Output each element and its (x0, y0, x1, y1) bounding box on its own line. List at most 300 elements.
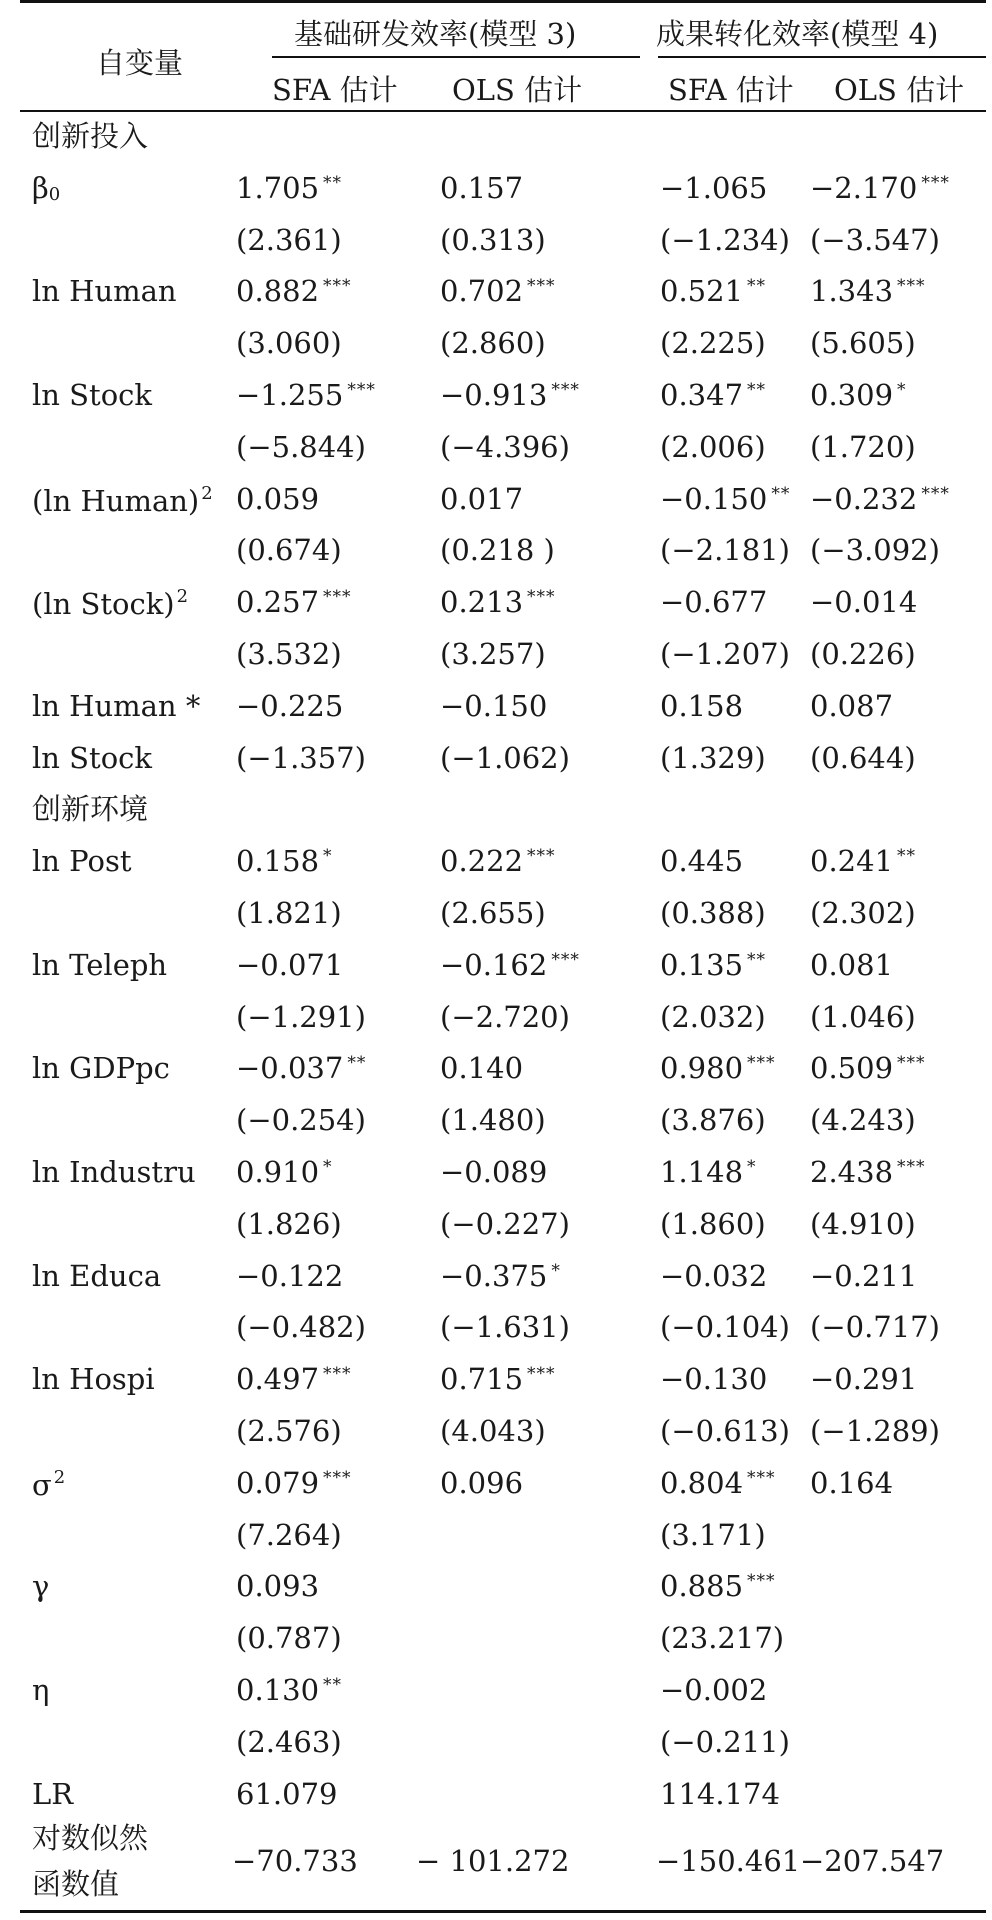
cell-value: (2.463) (236, 1725, 342, 1759)
value-ols-model3 (440, 1414, 550, 1448)
cell-value: (−1.207) (660, 637, 790, 671)
cell-value: −0.032 (660, 1259, 768, 1293)
significance-stars: *** (323, 1468, 352, 1488)
value-ols-model3 (440, 948, 580, 982)
cell-value: −0.002 (660, 1673, 768, 1707)
cell-value: (0.644) (810, 741, 916, 775)
table-row-log-likelihood (0, 1821, 992, 1904)
cell-value: (−0.482) (236, 1310, 366, 1344)
row-label (32, 1051, 170, 1085)
value-ols-model4 (810, 1572, 814, 1601)
cell-value: (2.655) (440, 896, 546, 930)
value-sfa-model4 (660, 482, 791, 516)
value-sfa-model4 (660, 1000, 770, 1034)
value-ols-model4 (810, 1676, 814, 1705)
cell-value: (3.257) (440, 637, 546, 671)
value-ols-model4 (810, 1362, 921, 1396)
value-ols-model3 (440, 378, 580, 412)
cell-value: (−3.092) (810, 533, 940, 567)
significance-stars: *** (551, 380, 580, 400)
value-ols-model4 (810, 585, 921, 619)
cell-value: −0.225 (236, 689, 344, 723)
row-label-superscript: 2 (53, 1467, 66, 1488)
value-sfa-model3 (236, 1103, 370, 1137)
row-label (32, 1362, 155, 1396)
value-sfa-model3: −70.733 (232, 1844, 358, 1878)
value-sfa-model4 (660, 1103, 770, 1137)
significance-stars: *** (747, 1053, 776, 1073)
header-sfa-model4: SFA 估计 (668, 73, 794, 107)
value-ols-model3 (440, 274, 556, 308)
cell-value: −0.150 (660, 482, 768, 516)
cell-value: (−0.717) (810, 1310, 940, 1344)
cell-value: 0.347 (660, 378, 744, 412)
cell-value: −0.375 (440, 1259, 548, 1293)
significance-stars: *** (527, 846, 556, 866)
cell-value: −0.122 (236, 1259, 344, 1293)
value-sfa-model4 (660, 274, 767, 308)
value-sfa-model4 (660, 1155, 757, 1189)
value-ols-model3 (440, 1780, 444, 1809)
cell-value: 0.059 (236, 482, 320, 516)
value-sfa-model3 (236, 896, 346, 930)
value-ols-model4 (810, 1207, 920, 1241)
value-sfa-model4 (660, 1777, 784, 1811)
significance-stars: *** (323, 587, 352, 607)
cell-value: 0.715 (440, 1362, 524, 1396)
value-ols-model4 (810, 430, 920, 464)
cell-value: (−2.720) (440, 1000, 570, 1034)
cell-value: 0.980 (660, 1051, 744, 1085)
cell-value: −0.071 (236, 948, 344, 982)
row-label-subscript: 0 (48, 184, 61, 205)
value-sfa-model3 (236, 1051, 367, 1085)
row-label-text: 创新环境 (32, 792, 149, 826)
cell-value: (1.860) (660, 1207, 766, 1241)
value-ols-model4 (810, 1000, 920, 1034)
value-ols-model3 (440, 1155, 551, 1189)
cell-value: (2.302) (810, 896, 916, 930)
cell-value: (1.826) (236, 1207, 342, 1241)
cell-value: (1.720) (810, 430, 916, 464)
value-sfa-model4 (660, 1569, 776, 1603)
cell-value: −1.255 (236, 378, 344, 412)
significance-stars: * (323, 846, 333, 866)
cell-value: (1.329) (660, 741, 766, 775)
value-sfa-model3 (236, 430, 370, 464)
cell-value: 61.079 (236, 1777, 338, 1811)
value-sfa-model4 (660, 637, 794, 671)
header-ols-model3: OLS 估计 (452, 73, 583, 107)
cell-value: (0.313) (440, 223, 546, 257)
group1-underline (272, 56, 640, 58)
significance-stars: *** (897, 1157, 926, 1177)
value-ols-model4 (810, 378, 907, 412)
value-ols-model3 (440, 1521, 444, 1550)
value-sfa-model3 (236, 533, 346, 567)
value-sfa-model3 (236, 1569, 323, 1603)
cell-value: 0.164 (810, 1466, 894, 1500)
value-ols-model3 (440, 1572, 444, 1601)
value-sfa-model3 (236, 1310, 370, 1344)
cell-value: 0.157 (440, 171, 524, 205)
row-label-text: γ (32, 1569, 50, 1603)
cell-value: −0.014 (810, 585, 918, 619)
cell-value: (0.674) (236, 533, 342, 567)
cell-value: 0.213 (440, 585, 524, 619)
cell-value: −0.677 (660, 585, 768, 619)
cell-value: (4.910) (810, 1207, 916, 1241)
cell-value: (−2.181) (660, 533, 790, 567)
significance-stars: ** (771, 484, 791, 504)
row-label (32, 1673, 50, 1707)
value-ols-model3 (440, 896, 550, 930)
value-sfa-model4 (660, 378, 767, 412)
value-ols-model3 (440, 1207, 574, 1241)
value-sfa-model3 (236, 1777, 341, 1811)
value-ols-model3 (440, 171, 527, 205)
cell-value: −0.130 (660, 1362, 768, 1396)
value-ols-model4 (810, 326, 920, 360)
value-ols-model4 (810, 1155, 926, 1189)
value-ols-model4 (810, 844, 917, 878)
value-sfa-model3 (236, 223, 346, 257)
significance-stars: * (551, 1261, 561, 1281)
significance-stars: ** (897, 846, 917, 866)
value-sfa-model4 (660, 1673, 771, 1707)
row-label (32, 485, 213, 516)
row-label-text: ln GDPpc (32, 1051, 170, 1085)
value-ols-model4 (810, 896, 920, 930)
significance-stars: *** (323, 1364, 352, 1384)
value-ols-model3 (440, 1624, 444, 1653)
row-label (32, 1469, 65, 1500)
value-ols-model4 (810, 689, 897, 723)
value-sfa-model4 (660, 223, 794, 257)
value-sfa-model4: −150.461 (656, 1844, 801, 1878)
cell-value: (−3.547) (810, 223, 940, 257)
cell-value: (−1.631) (440, 1310, 570, 1344)
cell-value: (2.006) (660, 430, 766, 464)
value-sfa-model3 (236, 482, 323, 516)
cell-value: 0.497 (236, 1362, 320, 1396)
row-label-text: ln Stock (32, 378, 152, 412)
value-ols-model4 (810, 1259, 921, 1293)
row-label (32, 741, 152, 775)
value-ols-model3 (440, 1466, 527, 1500)
cell-value: −0.232 (810, 482, 918, 516)
cell-value: −0.037 (236, 1051, 344, 1085)
cell-value: 0.087 (810, 689, 894, 723)
cell-value: 0.309 (810, 378, 894, 412)
value-sfa-model4 (660, 689, 747, 723)
value-ols-model4 (810, 533, 944, 567)
value-sfa-model4 (660, 326, 770, 360)
cell-value: 0.158 (660, 689, 744, 723)
cell-value: (−1.289) (810, 1414, 940, 1448)
significance-stars: ** (323, 173, 343, 193)
value-sfa-model4 (660, 1259, 771, 1293)
value-sfa-model3 (236, 1673, 343, 1707)
significance-stars: * (323, 1157, 333, 1177)
value-sfa-model4 (660, 844, 747, 878)
row-label-text: ln Educa (32, 1259, 162, 1293)
cell-value: 0.882 (236, 274, 320, 308)
cell-value: (1.480) (440, 1103, 546, 1137)
row-label-text: ln Teleph (32, 948, 168, 982)
cell-value: (2.576) (236, 1414, 342, 1448)
value-sfa-model4 (660, 533, 794, 567)
row-label (32, 1569, 50, 1603)
cell-value: (−1.062) (440, 741, 570, 775)
cell-value: (4.243) (810, 1103, 916, 1137)
cell-value: 0.140 (440, 1051, 524, 1085)
significance-stars: *** (323, 276, 352, 296)
header-bottom-rule (20, 110, 986, 112)
value-ols-model4 (810, 1521, 814, 1550)
cell-value: 1.148 (660, 1155, 744, 1189)
cell-value: 0.093 (236, 1569, 320, 1603)
cell-value: (2.225) (660, 326, 766, 360)
value-sfa-model4 (660, 171, 771, 205)
cell-value: (5.605) (810, 326, 916, 360)
row-label-text: 创新投入 (32, 119, 149, 153)
significance-stars: *** (921, 173, 950, 193)
cell-value: 0.158 (236, 844, 320, 878)
significance-stars: ** (747, 380, 767, 400)
value-sfa-model4 (660, 585, 771, 619)
cell-value: (1.046) (810, 1000, 916, 1034)
significance-stars: * (897, 380, 907, 400)
value-sfa-model3 (236, 689, 347, 723)
value-ols-model4 (810, 1624, 814, 1653)
cell-value: 0.130 (236, 1673, 320, 1707)
value-ols-model4 (810, 1728, 814, 1757)
row-label-text: σ (32, 1468, 52, 1502)
cell-value: (3.532) (236, 637, 342, 671)
cell-value: (−0.254) (236, 1103, 366, 1137)
significance-stars: *** (527, 587, 556, 607)
cell-value: −0.291 (810, 1362, 918, 1396)
value-ols-model4 (810, 1051, 926, 1085)
significance-stars: * (747, 1157, 757, 1177)
cell-value: (−0.211) (660, 1725, 790, 1759)
value-ols-model4 (810, 274, 926, 308)
value-ols-model4 (810, 1466, 897, 1500)
significance-stars: ** (323, 1675, 343, 1695)
value-sfa-model4 (660, 1725, 794, 1759)
value-sfa-model4 (660, 896, 770, 930)
cell-value: (2.860) (440, 326, 546, 360)
cell-value: 0.257 (236, 585, 320, 619)
cell-value: 0.521 (660, 274, 744, 308)
value-ols-model3 (440, 223, 550, 257)
header-group-model3: 基础研发效率(模型 3) (294, 17, 577, 51)
value-sfa-model3 (236, 1000, 370, 1034)
significance-stars: *** (921, 484, 950, 504)
cell-value: 0.081 (810, 948, 894, 982)
value-sfa-model4 (660, 948, 767, 982)
cell-value: 0.885 (660, 1569, 744, 1603)
cell-value: (0.787) (236, 1621, 342, 1655)
value-ols-model3 (440, 482, 527, 516)
cell-value: 2.438 (810, 1155, 894, 1189)
value-ols-model3 (440, 430, 574, 464)
row-label-superscript: 2 (176, 586, 189, 607)
cell-value: (3.060) (236, 326, 342, 360)
significance-stars: ** (747, 950, 767, 970)
value-sfa-model3 (236, 1621, 346, 1655)
significance-stars: *** (747, 1468, 776, 1488)
value-sfa-model3 (236, 585, 352, 619)
header-group-model4: 成果转化效率(模型 4) (656, 17, 939, 51)
row-label (32, 1777, 74, 1811)
significance-stars: *** (897, 1053, 926, 1073)
significance-stars: *** (551, 950, 580, 970)
cell-value: (2.361) (236, 223, 342, 257)
cell-value: (−1.291) (236, 1000, 366, 1034)
cell-value: −0.211 (810, 1259, 918, 1293)
cell-value: (1.821) (236, 896, 342, 930)
significance-stars: *** (527, 1364, 556, 1384)
section-heading (32, 792, 149, 826)
cell-value: (−5.844) (236, 430, 366, 464)
value-sfa-model3 (236, 171, 343, 205)
cell-value: 0.445 (660, 844, 744, 878)
row-label-text: (ln Human) (32, 484, 200, 518)
significance-stars: *** (897, 276, 926, 296)
value-ols-model4 (810, 223, 944, 257)
value-sfa-model3 (236, 378, 376, 412)
cell-value: −0.150 (440, 689, 548, 723)
row-label (32, 948, 168, 982)
row-label-text: ln Hospi (32, 1362, 155, 1396)
value-sfa-model4 (660, 1466, 776, 1500)
cell-value: 0.079 (236, 1466, 320, 1500)
cell-value: −0.913 (440, 378, 548, 412)
row-label-text: (ln Stock) (32, 587, 175, 621)
bottom-rule (20, 1910, 986, 1913)
cell-value: 1.705 (236, 171, 320, 205)
value-ols-model3 (440, 585, 556, 619)
row-label (32, 588, 188, 619)
header-sfa-model3: SFA 估计 (272, 73, 398, 107)
row-label-text: ln Post (32, 844, 132, 878)
value-ols-model4 (810, 637, 920, 671)
cell-value: (−0.613) (660, 1414, 790, 1448)
value-sfa-model4 (660, 1310, 794, 1344)
value-sfa-model4 (660, 1621, 788, 1655)
top-rule (20, 0, 986, 3)
value-sfa-model3 (236, 1362, 352, 1396)
value-ols-model4 (810, 1103, 920, 1137)
value-ols-model3 (440, 844, 556, 878)
cell-value: 0.135 (660, 948, 744, 982)
value-ols-model3 (440, 689, 551, 723)
significance-stars: *** (747, 1571, 776, 1591)
value-ols-model3 (440, 741, 574, 775)
cell-value: 0.017 (440, 482, 524, 516)
cell-value: −0.162 (440, 948, 548, 982)
value-sfa-model3 (236, 844, 333, 878)
cell-value: −0.089 (440, 1155, 548, 1189)
cell-value: (23.217) (660, 1621, 785, 1655)
significance-stars: ** (347, 1053, 367, 1073)
cell-value: 0.241 (810, 844, 894, 878)
cell-value: (0.388) (660, 896, 766, 930)
value-ols-model3 (440, 1728, 444, 1757)
cell-value: (−4.396) (440, 430, 570, 464)
section-heading (32, 119, 149, 153)
row-label-text: ln Human (32, 274, 177, 308)
row-label-text: η (32, 1673, 50, 1707)
value-ols-model4 (810, 1414, 944, 1448)
cell-value: (0.226) (810, 637, 916, 671)
cell-value: (2.032) (660, 1000, 766, 1034)
significance-stars: ** (747, 276, 767, 296)
row-label-superscript: 2 (201, 483, 213, 504)
value-sfa-model3 (236, 1155, 333, 1189)
cell-value: 0.804 (660, 1466, 744, 1500)
cell-value: 1.343 (810, 274, 894, 308)
value-ols-model4: −207.547 (800, 1844, 945, 1878)
value-ols-model4 (810, 1310, 944, 1344)
value-sfa-model4 (660, 1362, 771, 1396)
value-ols-model3 (440, 1000, 574, 1034)
value-ols-model3 (440, 1051, 527, 1085)
row-label (32, 1155, 196, 1189)
value-ols-model3 (440, 637, 550, 671)
value-sfa-model3 (236, 1725, 346, 1759)
cell-value: 0.509 (810, 1051, 894, 1085)
cell-value: (−1.234) (660, 223, 790, 257)
value-ols-model4 (810, 482, 950, 516)
value-ols-model4 (810, 741, 920, 775)
cell-value: (7.264) (236, 1518, 342, 1552)
value-ols-model3 (440, 1362, 556, 1396)
value-sfa-model3 (236, 274, 352, 308)
value-sfa-model4 (660, 1207, 770, 1241)
row-label-text: β (32, 171, 49, 205)
value-ols-model3 (440, 326, 550, 360)
cell-value: (4.043) (440, 1414, 546, 1448)
value-sfa-model4 (660, 1051, 776, 1085)
row-label (32, 1259, 162, 1293)
value-ols-model3 (440, 533, 559, 567)
value-ols-model3: − 101.272 (416, 1844, 570, 1878)
value-ols-model4 (810, 171, 950, 205)
value-sfa-model3 (236, 741, 370, 775)
value-ols-model3 (440, 1103, 550, 1137)
cell-value: (−0.227) (440, 1207, 570, 1241)
cell-value: (3.171) (660, 1518, 766, 1552)
row-label-text: ln Industru (32, 1155, 196, 1189)
value-ols-model3 (440, 1310, 574, 1344)
value-sfa-model3 (236, 1259, 347, 1293)
value-sfa-model3 (236, 1466, 352, 1500)
cell-value: −2.170 (810, 171, 918, 205)
value-sfa-model3 (236, 948, 347, 982)
significance-stars: *** (527, 276, 556, 296)
value-ols-model3 (440, 1676, 444, 1705)
row-label (32, 689, 201, 723)
row-label (32, 274, 177, 308)
header-ols-model4: OLS 估计 (834, 73, 965, 107)
value-ols-model4 (810, 948, 897, 982)
value-sfa-model3 (236, 326, 346, 360)
cell-value: 0.222 (440, 844, 524, 878)
value-sfa-model4 (660, 1518, 770, 1552)
